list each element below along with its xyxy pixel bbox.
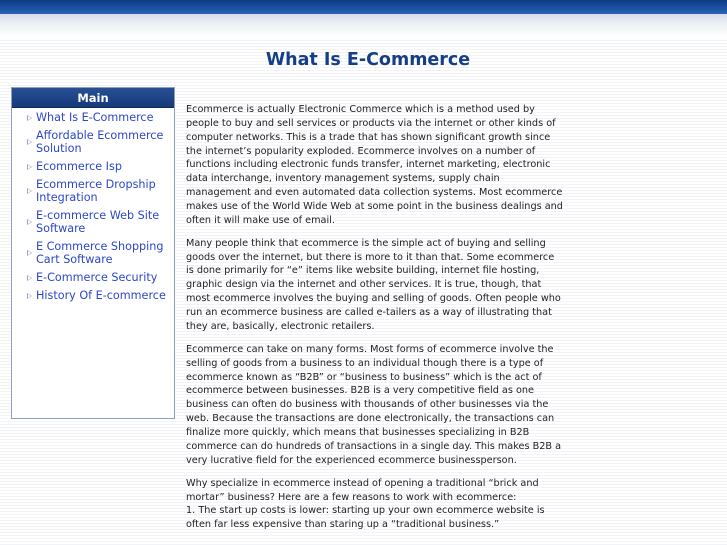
sidebar-heading: Main — [12, 88, 174, 108]
triangle-bullet-icon — [27, 188, 32, 194]
sidebar-item-label: Ecommerce Dropship Integration — [36, 178, 156, 204]
article-list-item: 1. The start up costs is lower: starting up your own ecommerce website is often far less expensive than staring up a “traditional business.” — [186, 505, 545, 531]
top-header-bar — [0, 0, 727, 14]
sidebar-item-label: Affordable Ecommerce Solution — [36, 129, 164, 155]
sidebar-item-label: Ecommerce Isp — [36, 160, 122, 173]
triangle-bullet-icon — [27, 275, 32, 281]
triangle-bullet-icon — [27, 115, 32, 121]
sidebar-item-what-is-e-commerce[interactable] — [12, 111, 174, 124]
article-content — [186, 103, 564, 541]
sidebar-item-affordable-ecommerce-solution[interactable] — [12, 129, 174, 155]
page-title: What Is E-Commerce — [265, 50, 471, 70]
sidebar-item-ecommerce-dropship-integration[interactable] — [12, 178, 174, 204]
sidebar-item-ecommerce-isp[interactable] — [12, 160, 174, 173]
sidebar-nav — [12, 108, 174, 302]
sidebar-item-e-commerce-security[interactable] — [12, 271, 174, 284]
header-fade — [0, 14, 727, 38]
sidebar-item-label: What Is E-Commerce — [36, 111, 154, 124]
triangle-bullet-icon — [27, 219, 32, 225]
sidebar-item-label: History Of E-commerce — [36, 289, 166, 302]
triangle-bullet-icon — [27, 139, 32, 145]
sidebar-menu — [11, 87, 175, 419]
sidebar-item-e-commerce-shopping-cart-software[interactable] — [12, 240, 174, 266]
sidebar-item-label: E-Commerce Security — [36, 271, 158, 284]
article-paragraph: Ecommerce can take on many forms. Most forms of ecommerce involve the selling of goods from a business to an individual though there is a type of ecommerce known as “B2B” or “business to business” which is the act of ecommerce between businesses. B2B is a very competitive field as one business can often do business with thousands of other businesses via the web. Because the transactions are done electronically, the transactions can finalize more quickly, which means that businesses specializing in B2B commerce can do hundreds of transactions in a single day. This makes B2B a very lucrative field for the experienced ecommerce businessperson. — [186, 343, 562, 466]
article-paragraph — [186, 477, 564, 532]
triangle-bullet-icon — [27, 293, 32, 299]
article-paragraph: Ecommerce is actually Electronic Commerce which is a method used by people to buy and sell services or products via the internet or other kinds of computer networks. This is a trade that has shown significant growth since the internet’s popularity exploded. Ecommerce involves on a number of functions including electronic funds transfer, internet marketing, electronic data interchange, inventory management systems, supply chain management and even automated data collection systems. Most ecommerce makes use of the World Wide Web at some point in the business dealings and often it will make use of email. — [186, 104, 563, 226]
sidebar-item-label: E-commerce Web Site Software — [36, 209, 160, 235]
triangle-bullet-icon — [27, 164, 32, 170]
sidebar-item-label: E Commerce Shopping Cart Software — [36, 240, 164, 266]
sidebar-item-history-of-e-commerce[interactable] — [12, 289, 174, 302]
triangle-bullet-icon — [27, 250, 32, 256]
article-paragraph-intro: Why specialize in ecommerce instead of opening a traditional “brick and mortar” business? Here are a few reasons to work with ecommerce: — [186, 477, 539, 503]
article-paragraph: Many people think that ecommerce is the simple act of buying and selling goods over the internet, but there is more to it than that. Some ecommerce is done primarily for “e” items like website building, internet file hosting, graphic design via the internet and other services. It is true, though, that most ecommerce involves the buying and selling of goods. Often people who run an ecommerce business are called e-tailers as a way of illustrating that they are, basically, electronic retailers. — [186, 237, 561, 332]
sidebar-item-e-commerce-web-site-software[interactable] — [12, 209, 174, 235]
